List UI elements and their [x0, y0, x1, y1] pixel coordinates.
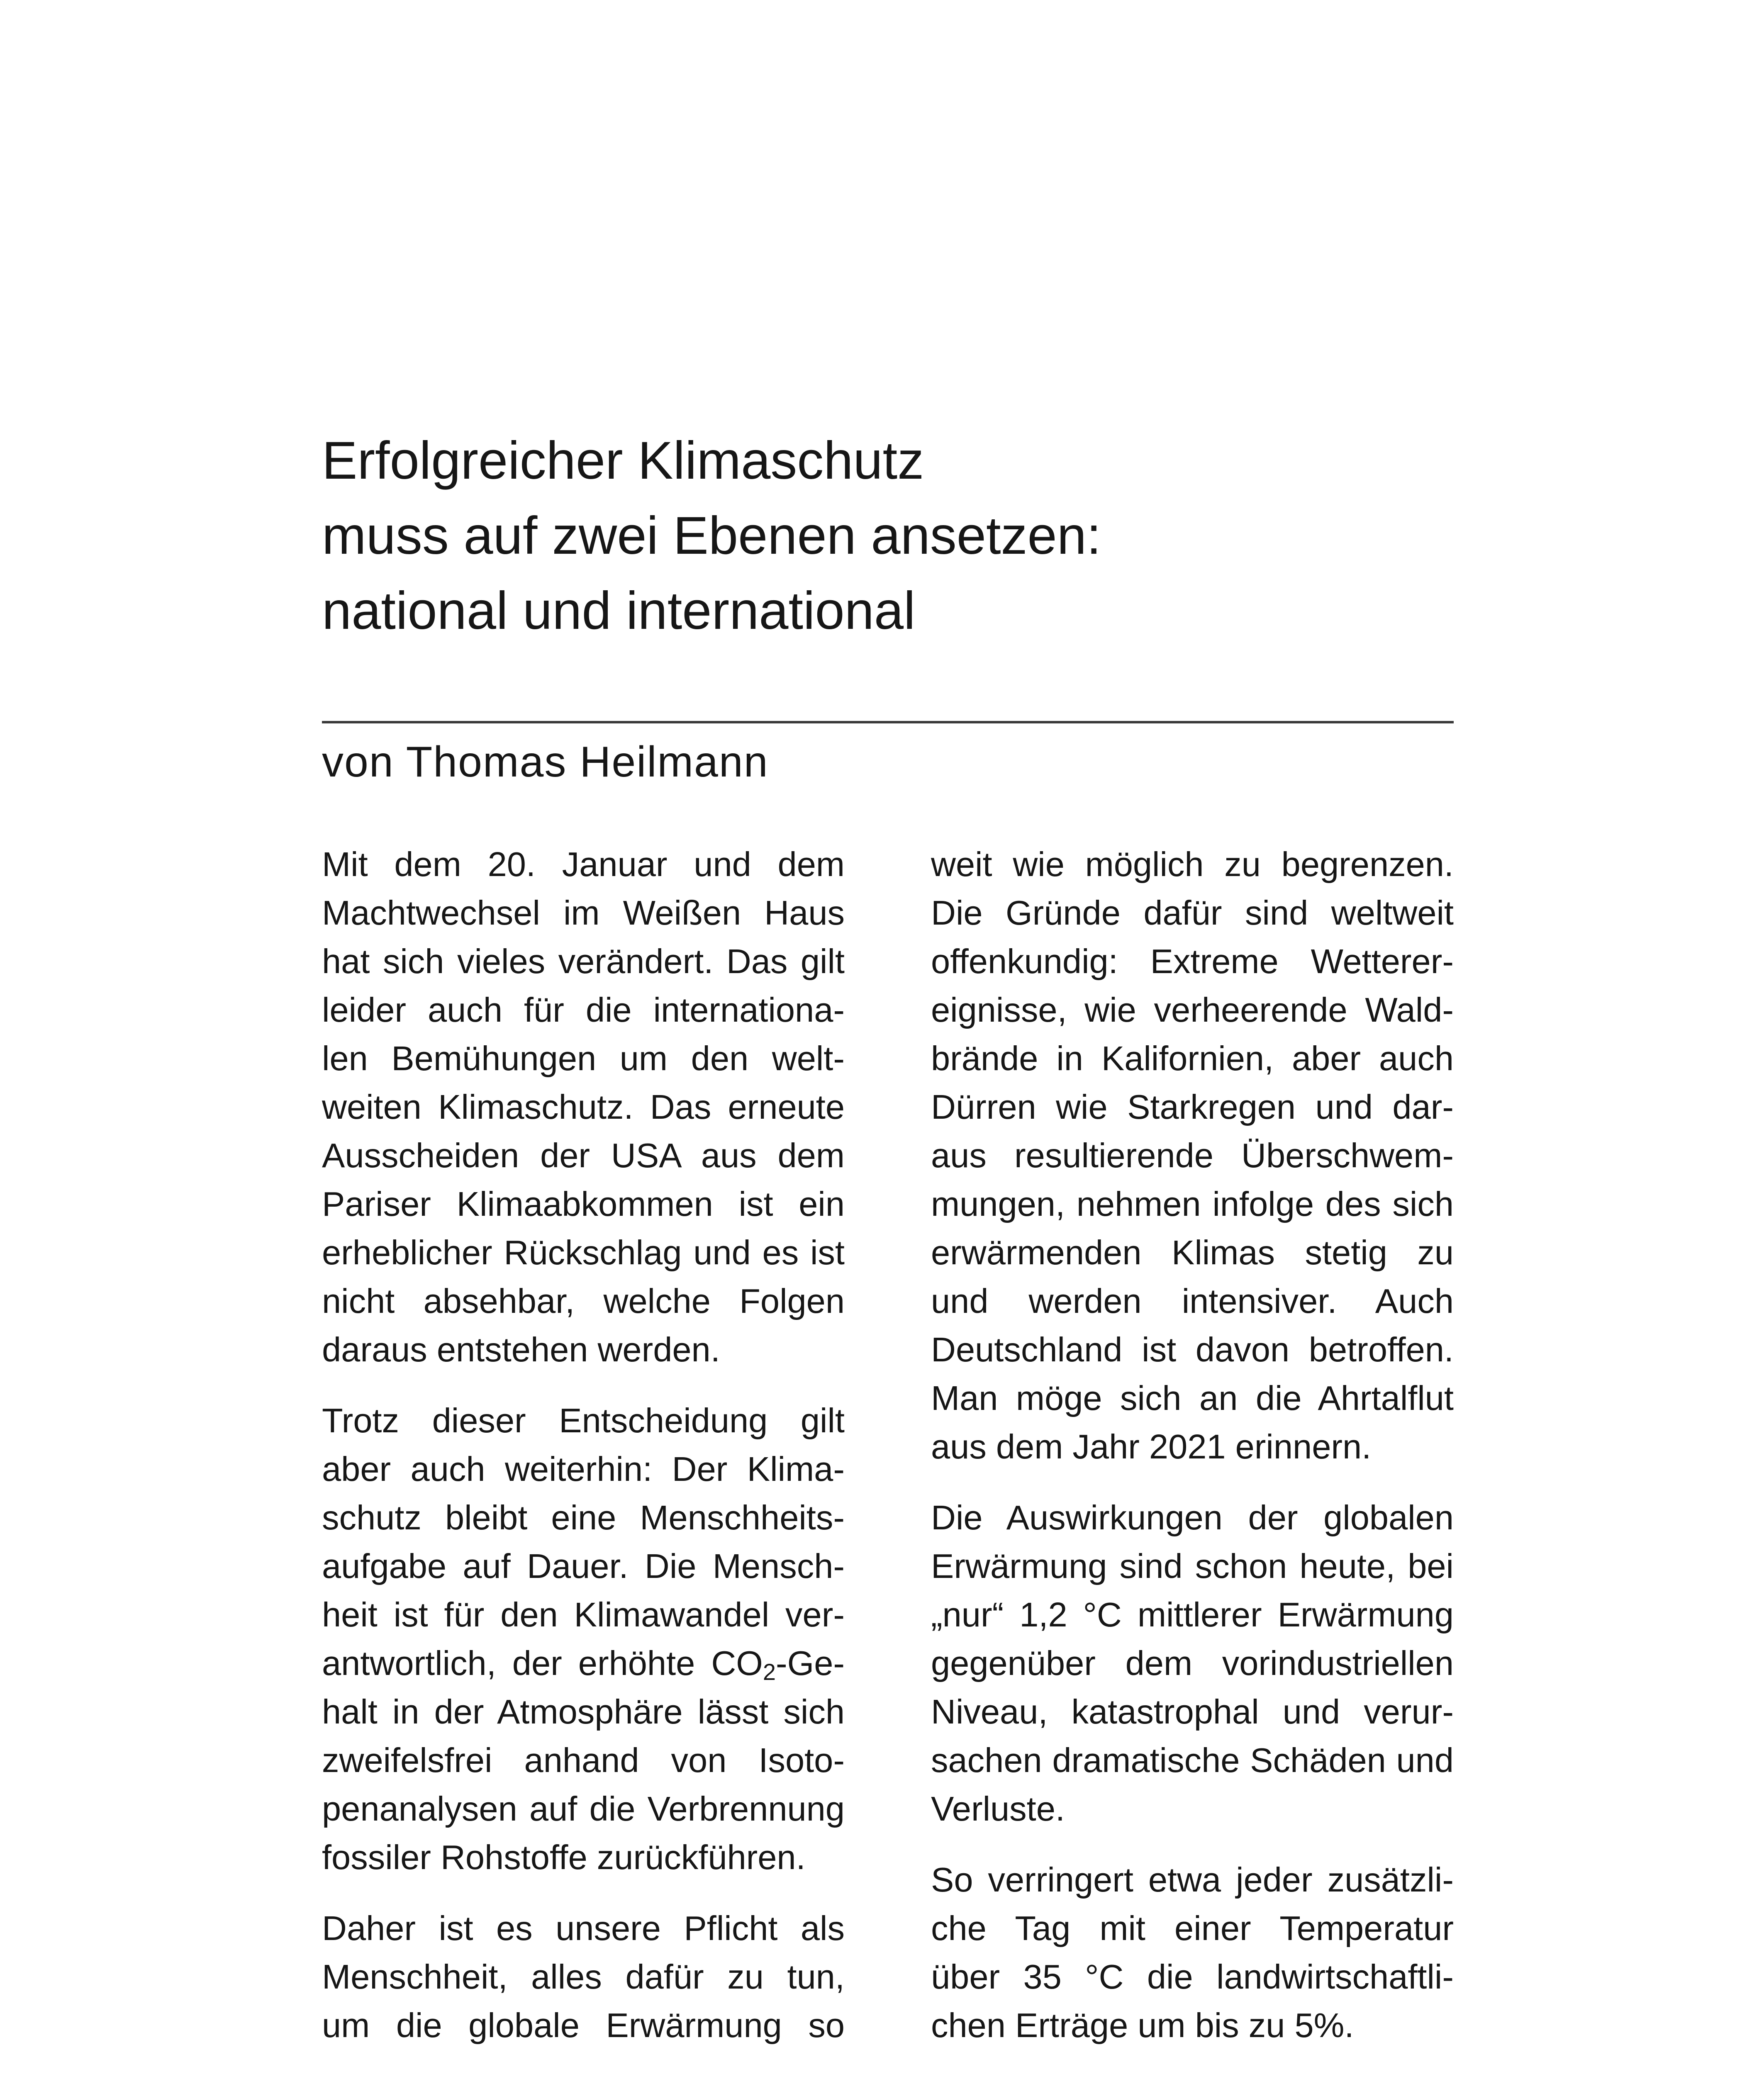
text-line: heit ist für den Klimawandel ver- — [322, 1595, 845, 1634]
text-line: Ausscheiden der USA aus dem — [322, 1136, 845, 1175]
text-line: Man möge sich an die Ahrtalflut — [931, 1379, 1454, 1417]
text-line: leider auch für die internationa- — [322, 991, 845, 1029]
text-line: Die Gründe dafür sind weltweit — [931, 893, 1454, 932]
text-line: Niveau, katastrophal und verur- — [931, 1692, 1454, 1731]
text-line: che Tag mit einer Temperatur — [931, 1909, 1454, 1947]
text-line: aus dem Jahr 2021 erinnern. — [931, 1427, 1372, 1466]
co2-text: antwortlich, der erhöhte CO — [322, 1644, 763, 1682]
co2-suffix: -Ge- — [776, 1644, 845, 1682]
text-line: brände in Kalifornien, aber auch — [931, 1039, 1454, 1078]
text-line: halt in der Atmosphäre lässt sich — [322, 1692, 845, 1731]
text-line: So verringert etwa jeder zusätzli- — [931, 1860, 1454, 1899]
text-line: penanalysen auf die Verbrennung — [322, 1789, 845, 1828]
title-line: Erfolgreicher Klimaschutz — [322, 431, 924, 490]
text-line: Daher ist es unsere Pflicht als — [322, 1909, 845, 1947]
text-line: Machtwechsel im Weißen Haus — [322, 893, 845, 932]
text-line: Dürren wie Starkregen und dar- — [931, 1088, 1454, 1126]
text-line: erwärmenden Klimas stetig zu — [931, 1233, 1454, 1272]
text-line: nicht absehbar, welche Folgen — [322, 1282, 845, 1320]
text-line: Erwärmung sind schon heute, bei — [931, 1547, 1454, 1585]
text-line: mungen, nehmen infolge des sich — [931, 1185, 1454, 1223]
paragraph — [322, 1904, 845, 2050]
text-line: erheblicher Rückschlag und es ist — [322, 1233, 845, 1272]
text-line-co2 — [322, 1639, 845, 1687]
text-line: eignisse, wie verheerende Wald- — [931, 991, 1454, 1029]
paragraph — [322, 840, 845, 1374]
article-title — [322, 423, 1484, 648]
text-line: aus resultierende Überschwem- — [931, 1136, 1454, 1175]
text-line: Pariser Klimaabkommen ist ein — [322, 1185, 845, 1223]
co2-subscript: 2 — [763, 1659, 776, 1685]
text-line: daraus entstehen werden. — [322, 1330, 720, 1369]
text-line: aufgabe auf Dauer. Die Mensch- — [322, 1547, 845, 1585]
text-line: Verluste. — [931, 1789, 1065, 1828]
text-line: Die Auswirkungen der globalen — [931, 1498, 1454, 1537]
text-line: Mit dem 20. Januar und dem — [322, 845, 845, 884]
text-line: gegenüber dem vorindustriellen — [931, 1644, 1454, 1682]
text-line: weiten Klimaschutz. Das erneute — [322, 1088, 845, 1126]
text-line: weit wie möglich zu begrenzen. — [931, 845, 1454, 884]
text-line: sachen dramatische Schäden und — [931, 1741, 1454, 1779]
title-line: muss auf zwei Ebenen ansetzen: — [322, 506, 1101, 565]
text-line: und werden intensiver. Auch — [931, 1282, 1454, 1320]
text-line: um die globale Erwärmung so — [322, 2006, 845, 2045]
text-line: schutz bleibt eine Menschheits- — [322, 1498, 845, 1537]
text-line: len Bemühungen um den welt- — [322, 1039, 845, 1078]
text-line: offenkundig: Extreme Wetterer- — [931, 942, 1454, 981]
paragraph — [931, 1493, 1454, 1833]
text-line: aber auch weiterhin: Der Klima- — [322, 1450, 845, 1488]
text-line: über 35 °C die landwirtschaftli- — [931, 1957, 1454, 1996]
author-byline: von Thomas Heilmann — [322, 738, 769, 786]
text-line: fossiler Rohstoffe zurückführen. — [322, 1838, 806, 1877]
text-line: hat sich vieles verändert. Das gilt — [322, 942, 845, 981]
text-line: „nur“ 1,2 °C mittlerer Erwärmung — [931, 1595, 1454, 1634]
text-line: Deutschland ist davon betroffen. — [931, 1330, 1454, 1369]
paragraph — [931, 1855, 1454, 2050]
text-line: Trotz dieser Entscheidung gilt — [322, 1401, 845, 1440]
title-divider — [322, 721, 1454, 723]
text-line: chen Erträge um bis zu 5%. — [931, 2006, 1354, 2045]
text-line: zweifelsfrei anhand von Isoto- — [322, 1741, 845, 1779]
paragraph — [322, 1396, 845, 1882]
paragraph — [931, 840, 1454, 1471]
text-column-right — [931, 840, 1454, 2050]
title-line: national und international — [322, 581, 916, 640]
text-line: Menschheit, alles dafür zu tun, — [322, 1957, 845, 1996]
text-column-left — [322, 840, 845, 2050]
